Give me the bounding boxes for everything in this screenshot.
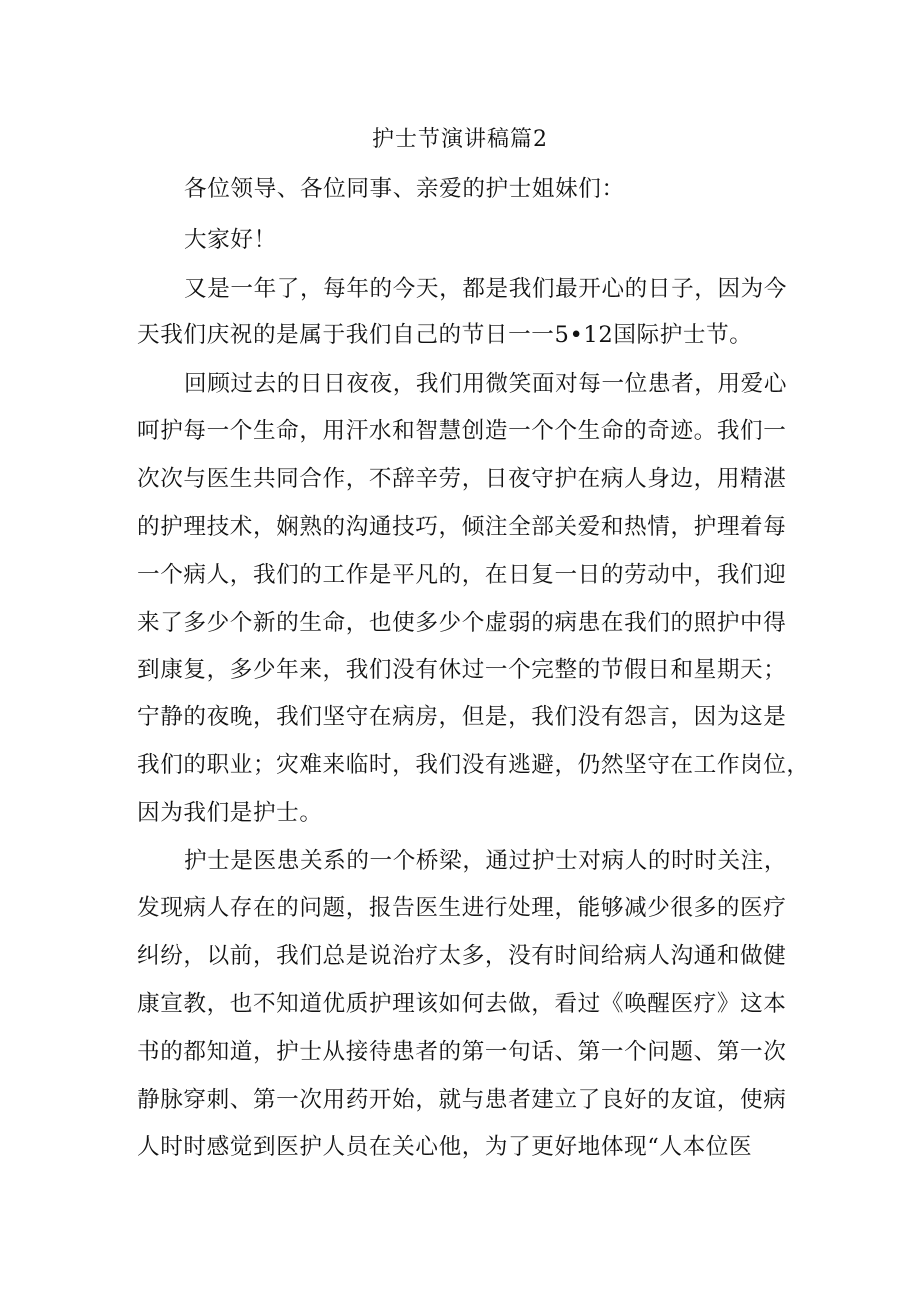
salutation-line: 各位领导、各位同事、亲爱的护士姐妹们： [184,176,625,202]
paragraph-line: 一个病人，我们的工作是平凡的，在日复一日的劳动中，我们迎 [137,562,787,588]
paragraph-line: 呵护每一个生命，用汗水和智慧创造一个个生命的奇迹。我们一 [137,418,787,444]
paragraph-line: 我们的职业；灾难来临时，我们没有逃避，仍然坚守在工作岗位， [137,752,810,778]
paragraph-line: 因为我们是护士。 [137,800,323,826]
paragraph-line: 纠纷，以前，我们总是说治疗太多，没有时间给病人沟通和做健 [137,943,787,969]
paragraph-line: 回顾过去的日日夜夜，我们用微笑面对每一位患者，用爱心 [184,371,788,397]
paragraph-line: 又是一年了，每年的今天，都是我们最开心的日子，因为今 [184,276,788,302]
paragraph-line: 来了多少个新的生命，也使多少个虚弱的病患在我们的照护中得 [137,610,787,636]
greeting-line: 大家好！ [184,227,277,253]
paragraph-line: 护士是医患关系的一个桥梁，通过护士对病人的时时关注， [184,848,788,874]
document-title: 护士节演讲稿篇2 [372,127,548,152]
paragraph-line: 静脉穿刺、第一次用药开始，就与患者建立了良好的友谊，使病 [137,1087,787,1113]
paragraph-line: 次次与医生共同合作，不辞辛劳，日夜守护在病人身边，用精湛 [137,466,787,492]
paragraph-line: 天我们庆祝的是属于我们自己的节日一一5•12国际护士节。 [137,322,753,348]
paragraph-line: 书的都知道，护士从接待患者的第一句话、第一个问题、第一次 [137,1039,787,1065]
paragraph-line: 的护理技术，娴熟的沟通技巧，倾注全部关爱和热情，护理着每 [137,514,787,540]
paragraph-line: 人时时感觉到医护人员在关心他，为了更好地体现“人本位医 [137,1134,753,1160]
paragraph-line: 到康复，多少年来，我们没有休过一个完整的节假日和星期天； [137,657,787,683]
paragraph-line: 康宣教，也不知道优质护理该如何去做，看过《唤醒医疗》这本 [137,991,787,1017]
paragraph-line: 宁静的夜晚，我们坚守在病房，但是，我们没有怨言，因为这是 [137,704,787,730]
paragraph-line: 发现病人存在的问题，报告医生进行处理，能够减少很多的医疗 [137,895,787,921]
